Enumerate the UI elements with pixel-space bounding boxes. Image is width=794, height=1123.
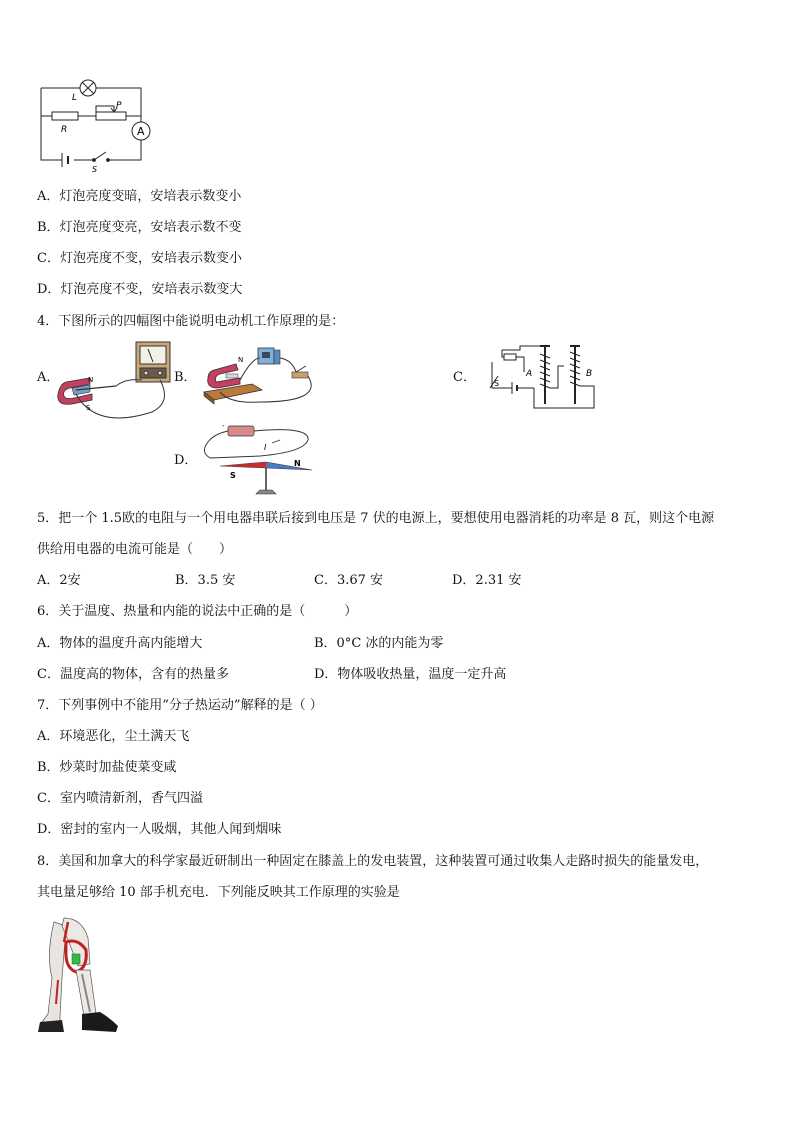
- svg-text:-: -: [222, 422, 225, 430]
- label-r: R: [61, 125, 68, 135]
- q3-option-a: A．灯泡亮度变暗，安培表示数变小: [37, 189, 242, 204]
- q4-stem: 4．下图所示的四幅图中能说明电动机工作原理的是：: [37, 314, 345, 329]
- q4-figure-d: [200, 418, 318, 504]
- q7-option-a: A．环境恶化，尘土满天飞: [37, 729, 190, 744]
- q8-stem-line2: 其电量足够给 10 部手机充电．下列能反映其工作原理的实验是: [37, 885, 400, 900]
- circuit-diagram-top: [36, 78, 160, 174]
- q4-figure-b: [200, 340, 324, 410]
- q7-option-b: B．炒菜时加盐使菜变咸: [37, 760, 177, 775]
- q5-option-c: C．3.67 安: [314, 573, 384, 588]
- fig-c-a: A: [526, 369, 533, 379]
- q4-figure-a: [56, 338, 174, 426]
- q6-option-a: A．物体的温度升高内能增大: [37, 636, 203, 651]
- q7-stem: 7．下列事例中不能用“分子热运动”解释的是（ ）: [37, 698, 323, 713]
- q5-option-d: D．2.31 安: [452, 573, 522, 588]
- label-l: L: [72, 93, 78, 103]
- fig-d-i: I: [264, 443, 267, 452]
- fig-a-s: S: [86, 404, 91, 412]
- q3-option-b: B．灯泡亮度变亮，安培表示数不变: [37, 220, 242, 235]
- q4-figure-c: [484, 342, 600, 408]
- q6-option-c: C．温度高的物体，含有的热量多: [37, 667, 229, 682]
- label-s: S: [92, 165, 98, 174]
- fig-c-b: B: [586, 369, 593, 379]
- q4-label-c: C．: [453, 370, 476, 385]
- q5-stem-line1: 5．把一个 1.5欧的电阻与一个用电器串联后接到电压是 7 伏的电源上，要想使用电器消耗的功率是 8 瓦，则这个电源: [37, 511, 715, 526]
- fig-d-n: N: [294, 459, 301, 468]
- q7-option-c: C．室内喷清新剂，香气四溢: [37, 791, 203, 806]
- label-a: A: [137, 125, 145, 138]
- q5-option-b: B．3.5 安: [175, 573, 236, 588]
- label-p: P: [116, 101, 122, 111]
- q5-option-a: A．2安: [37, 573, 81, 588]
- q3-option-d: D．灯泡亮度不变，安培表示数变大: [37, 282, 243, 297]
- q6-option-b: B．0°C 冰的内能为零: [314, 636, 444, 651]
- q3-option-c: C．灯泡亮度不变，安培表示数变小: [37, 251, 242, 266]
- q4-label-b: B．: [174, 370, 197, 385]
- q7-option-d: D．密封的室内一人吸烟，其他人闻到烟味: [37, 822, 282, 837]
- q4-label-d: D．: [174, 453, 198, 468]
- fig-a-n: N: [88, 376, 94, 384]
- q6-stem: 6．关于温度、热量和内能的说法中正确的是（ ）: [37, 604, 358, 619]
- q8-stem-line1: 8．美国和加拿大的科学家最近研制出一种固定在膝盖上的发电装置，这种装置可通过收集人走路时损失的能量发电，: [37, 854, 709, 869]
- fig-c-s: S: [494, 379, 500, 388]
- fig-b-n: N: [238, 356, 244, 364]
- fig-d-s: S: [230, 471, 236, 480]
- knee-generator-figure: [38, 914, 120, 1044]
- q4-label-a: A．: [37, 370, 60, 385]
- q5-stem-line2: 供给用电器的电流可能是（ ）: [37, 542, 233, 557]
- q6-option-d: D．物体吸收热量，温度一定升高: [314, 667, 507, 682]
